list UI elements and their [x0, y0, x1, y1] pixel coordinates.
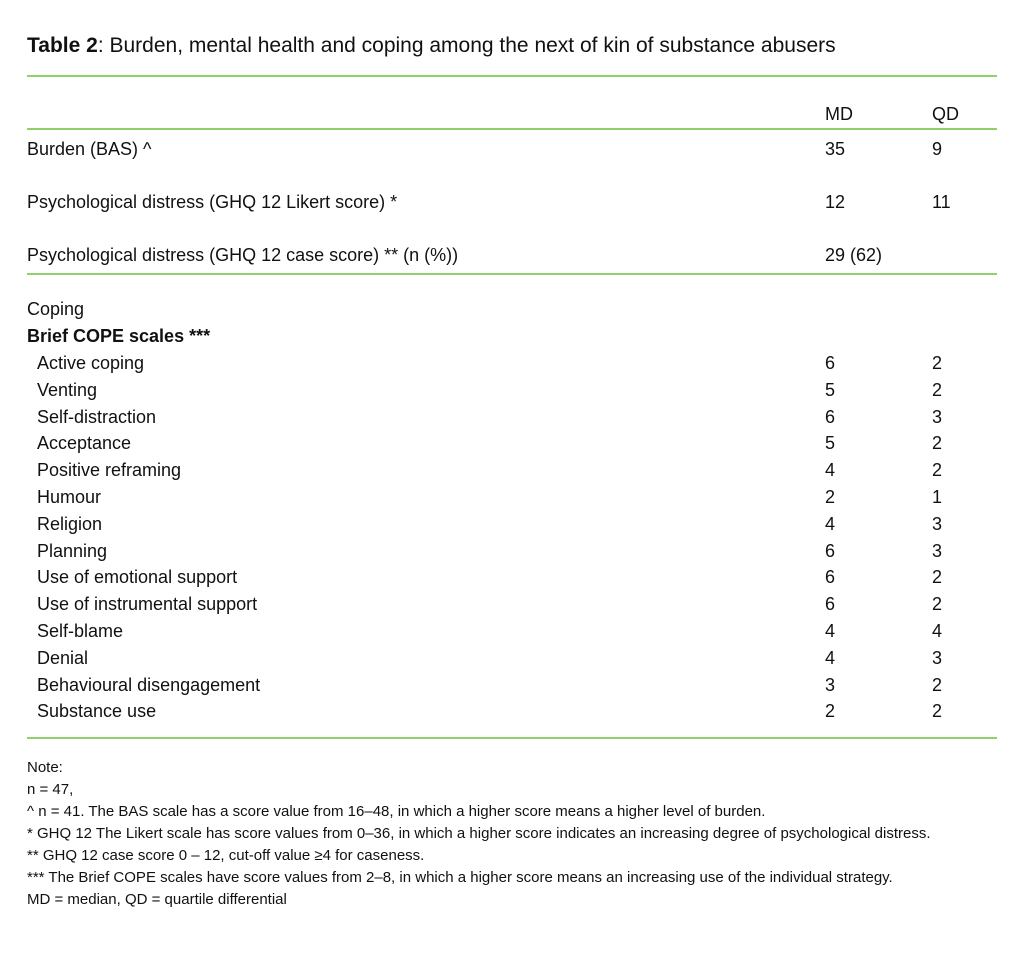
- cope-row: [27, 514, 997, 538]
- cope-qd: 3: [932, 647, 943, 668]
- cope-label: Acceptance: [37, 433, 132, 454]
- cope-row: [27, 487, 997, 511]
- cope-qd: 2: [932, 379, 943, 400]
- cope-row: [27, 353, 997, 377]
- cope-md: 2: [825, 701, 836, 722]
- cope-md: 5: [825, 379, 836, 400]
- rule-bottom: [27, 737, 997, 739]
- summary-label: Burden (BAS) ^: [27, 139, 152, 159]
- cope-row: [27, 567, 997, 591]
- cope-row: [27, 701, 997, 725]
- cope-qd: 2: [932, 460, 943, 481]
- cope-md: 4: [825, 513, 836, 534]
- cope-qd: 3: [932, 513, 943, 534]
- cope-row: [27, 380, 997, 404]
- cope-md: 6: [825, 406, 836, 427]
- note-line: ** GHQ 12 case score 0 – 12, cut-off value ≥4 for caseness.: [27, 847, 425, 864]
- cope-row: [27, 675, 997, 699]
- cope-label: Venting: [37, 379, 98, 400]
- cope-row: [27, 407, 997, 431]
- rule-under-summary: [27, 273, 997, 275]
- cope-row: [27, 541, 997, 565]
- cope-md: 6: [825, 567, 836, 588]
- cope-row: [27, 648, 997, 672]
- cope-subheading: Brief COPE scales ***: [27, 326, 211, 346]
- cope-qd: 1: [932, 487, 943, 507]
- column-header-row: [27, 104, 997, 128]
- summary-label: Psychological distress (GHQ 12 Likert score) *: [27, 192, 398, 212]
- cope-label: Active coping: [37, 353, 145, 373]
- cope-qd: 2: [932, 674, 943, 695]
- cope-label: Use of instrumental support: [37, 594, 258, 615]
- note-line: MD = median, QD = quartile differential: [27, 891, 287, 908]
- summary-row: [27, 192, 997, 216]
- cope-row: [27, 433, 997, 457]
- cope-qd: 3: [932, 406, 943, 427]
- cope-md: 6: [825, 540, 836, 561]
- cope-md: 6: [825, 594, 836, 615]
- summary-label: Psychological distress (GHQ 12 case score) ** (n (%)): [27, 245, 459, 265]
- cope-qd: 2: [932, 353, 943, 373]
- cope-label: Positive reframing: [37, 460, 182, 481]
- rule-under-header: [27, 128, 997, 130]
- summary-row: [27, 139, 997, 163]
- cope-qd: 2: [932, 567, 943, 588]
- cope-md: 4: [825, 647, 836, 668]
- cope-qd: 2: [932, 433, 943, 454]
- table-title: [27, 34, 836, 58]
- cope-label: Denial: [37, 647, 89, 668]
- column-header-qd: QD: [932, 104, 959, 124]
- cope-row: [27, 621, 997, 645]
- cope-md: 4: [825, 621, 836, 641]
- cope-md: 4: [825, 460, 836, 481]
- cope-md: 2: [825, 487, 836, 507]
- summary-md: 29 (62): [825, 245, 883, 265]
- cope-qd: 2: [932, 701, 943, 722]
- cope-md: 5: [825, 433, 836, 454]
- summary-row: [27, 245, 997, 269]
- summary-qd: 9: [932, 139, 943, 159]
- summary-md: 12: [825, 192, 846, 212]
- note-line: ^ n = 41. The BAS scale has a score value from 16–48, in which a higher score means a higher level of burden.: [27, 803, 766, 820]
- note-line: * GHQ 12 The Likert scale has score values from 0–36, in which a higher score indicates an increasing degree of psychological distress.: [27, 825, 931, 842]
- cope-qd: 4: [932, 621, 943, 641]
- cope-label: Self-blame: [37, 621, 124, 641]
- cope-label: Use of emotional support: [37, 567, 238, 588]
- cope-label: Planning: [37, 540, 108, 561]
- cope-label: Behavioural disengagement: [37, 674, 261, 695]
- note-line: n = 47,: [27, 781, 74, 798]
- cope-label: Religion: [37, 513, 103, 534]
- cope-label: Substance use: [37, 701, 157, 722]
- table-caption: : Burden, mental health and coping among the next of kin of substance abusers: [97, 34, 836, 57]
- cope-qd: 2: [932, 594, 943, 615]
- rule-top: [27, 75, 997, 77]
- summary-md: 35: [825, 139, 846, 159]
- summary-qd: 11: [932, 192, 951, 212]
- note-line: *** The Brief COPE scales have score values from 2–8, in which a higher score means an increasing use of the individual strategy.: [27, 869, 893, 886]
- cope-row: [27, 594, 997, 618]
- cope-subheading-row: [27, 326, 997, 350]
- cope-md: 6: [825, 353, 836, 373]
- column-header-md: MD: [825, 104, 853, 124]
- coping-heading: Coping: [27, 299, 85, 319]
- table-number: Table 2: [27, 34, 98, 57]
- table-notes: [27, 757, 987, 911]
- cope-label: Self-distraction: [37, 406, 157, 427]
- cope-row: [27, 460, 997, 484]
- coping-heading-row: [27, 299, 997, 323]
- note-line: Note:: [27, 759, 63, 776]
- cope-label: Humour: [37, 487, 102, 507]
- cope-qd: 3: [932, 540, 943, 561]
- cope-md: 3: [825, 674, 836, 695]
